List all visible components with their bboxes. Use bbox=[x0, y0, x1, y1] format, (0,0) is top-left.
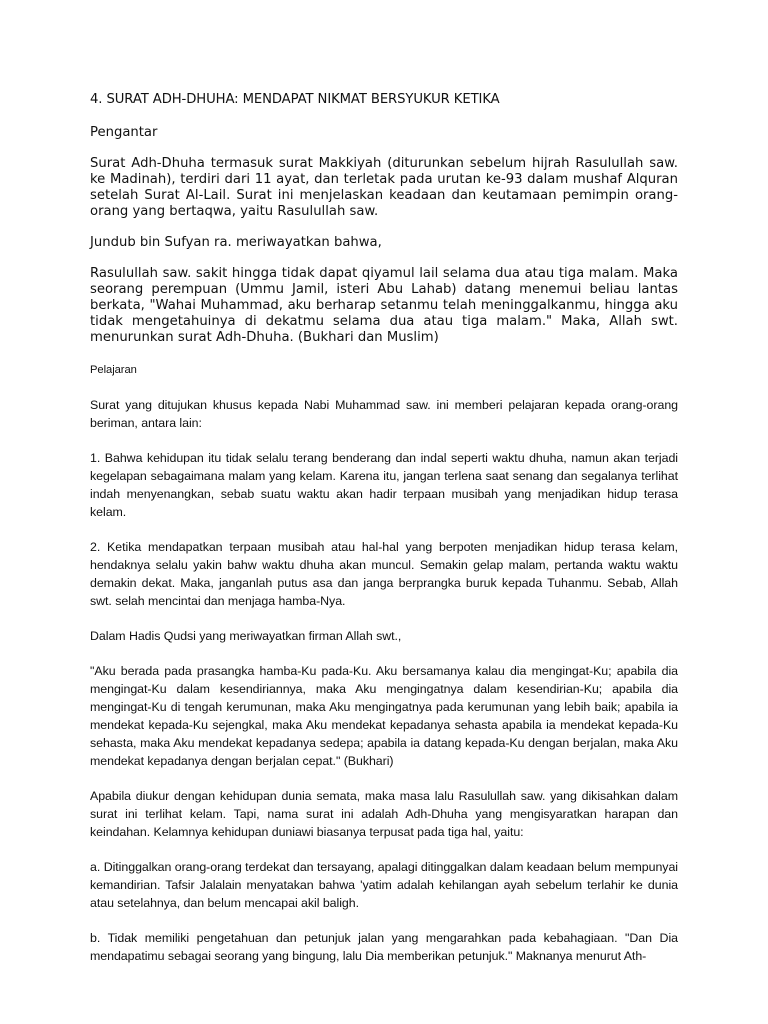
hadis-qudsi-intro: Dalam Hadis Qudsi yang meriwayatkan firman Allah swt., bbox=[90, 629, 402, 643]
lesson-point-a: a. Ditinggalkan orang-orang terdekat dan tersayang, apalagi ditinggalkan dalam keadaan belum mempunyai kemandirian. Tafsir Jalalain menyatakan bahwa 'yatim adalah kehilangan ayah sebelum terlahir ke dunia atau setelahnya, dan belum mencapai akil baligh. bbox=[90, 860, 678, 910]
intro-paragraph: Surat Adh-Dhuha termasuk surat Makkiyah (diturunkan sebelum hijrah Rasulullah saw. ke Madinah), terdiri dari 11 ayat, dan terletak pada urutan ke-93 dalam mushaf Alquran setelah Surat Al-Lail. Surat ini menjelaskan keadaan dan keutamaan pemimpin orang-orang yang bertaqwa, yaitu Rasulullah saw. bbox=[90, 156, 678, 219]
lesson-point-2: 2. Ketika mendapatkan terpaan musibah atau hal-hal yang berpoten menjadikan hidup terasa kelam, hendaknya selalu yakin bahw waktu dhuha akan muncul. Semakin gelap malam, pertanda waktu waktu demakin dekat. Maka, janganlah putus asa dan janga berprangka buruk kepada Tuhanmu. Sebab, Allah swt. selah mencintai dan menjaga hamba-Nya. bbox=[90, 540, 678, 608]
hadith-paragraph: Rasulullah saw. sakit hingga tidak dapat qiyamul lail selama dua atau tiga malam. Maka seorang perempuan (Ummu Jamil, isteri Abu Lahab) datang menemui beliau lantas berkata, "Wahai Muhammad, aku berharap setanmu telah meninggalkanmu, hingga aku tidak mengetahuinya di dekatmu selama dua atau tiga malam." Maka, Allah swt. menurunkan surat Adh-Dhuha. (Bukhari dan Muslim) bbox=[90, 266, 678, 345]
section-heading-pengantar: Pengantar bbox=[90, 125, 158, 140]
section-heading-pelajaran: Pelajaran bbox=[90, 364, 137, 376]
lesson-point-1: 1. Bahwa kehidupan itu tidak selalu terang benderang dan indal seperti waktu dhuha, namun akan terjadi kegelapan sebagaimana malam yang kelam. Karena itu, jangan terlena saat senang dan segalanya terlihat indah menyenangkan, sebab suatu waktu akan hadir terpaan musibah yang menjadikan hidup terasa kelam. bbox=[90, 451, 678, 519]
document-title: 4. SURAT ADH-DHUHA: MENDAPAT NIKMAT BERSYUKUR KETIKA bbox=[90, 92, 500, 107]
hadis-qudsi-quote: "Aku berada pada prasangka hamba-Ku pada-Ku. Aku bersamanya kalau dia mengingat-Ku; apabila dia mengingat-Ku dalam kesendiriannya, maka Aku mengingatnya dalam kesendirian-Ku; apabila dia mengingat-Ku di tengah kerumunan, maka Aku mengingatnya pada kerumunan yang lebih baik; apabila ia mendekat kepada-Ku sejengkal, maka Aku mendekat kepadanya sehasta apabila ia mendekat kepada-Ku sehasta, maka Aku mendekat kepadanya sedepa; apabila ia datang kepada-Ku dengan berjalan, maka Aku mendekat kepadanya dengan berjalan cepat." (Bukhari) bbox=[90, 664, 678, 768]
apabila-paragraph: Apabila diukur dengan kehidupan dunia semata, maka masa lalu Rasulullah saw. yang dikisahkan dalam surat ini terlihat kelam. Tapi, nama surat ini adalah Adh-Dhuha yang mengisyaratkan harapan dan keindahan. Kelamnya kehidupan duniawi biasanya terpusat pada tiga hal, yaitu: bbox=[90, 789, 678, 839]
jundub-line: Jundub bin Sufyan ra. meriwayatkan bahwa, bbox=[90, 235, 382, 250]
document-body bbox=[90, 92, 678, 982]
pelajaran-intro-paragraph: Surat yang ditujukan khusus kepada Nabi Muhammad saw. ini memberi pelajaran kepada orang-orang beriman, antara lain: bbox=[90, 398, 678, 430]
lesson-point-b: b. Tidak memiliki pengetahuan dan petunjuk jalan yang mengarahkan pada kebahagiaan. "Dan Dia mendapatimu sebagai seorang yang bingung, lalu Dia memberikan petunjuk." Maknanya menurut Ath- bbox=[90, 931, 678, 963]
